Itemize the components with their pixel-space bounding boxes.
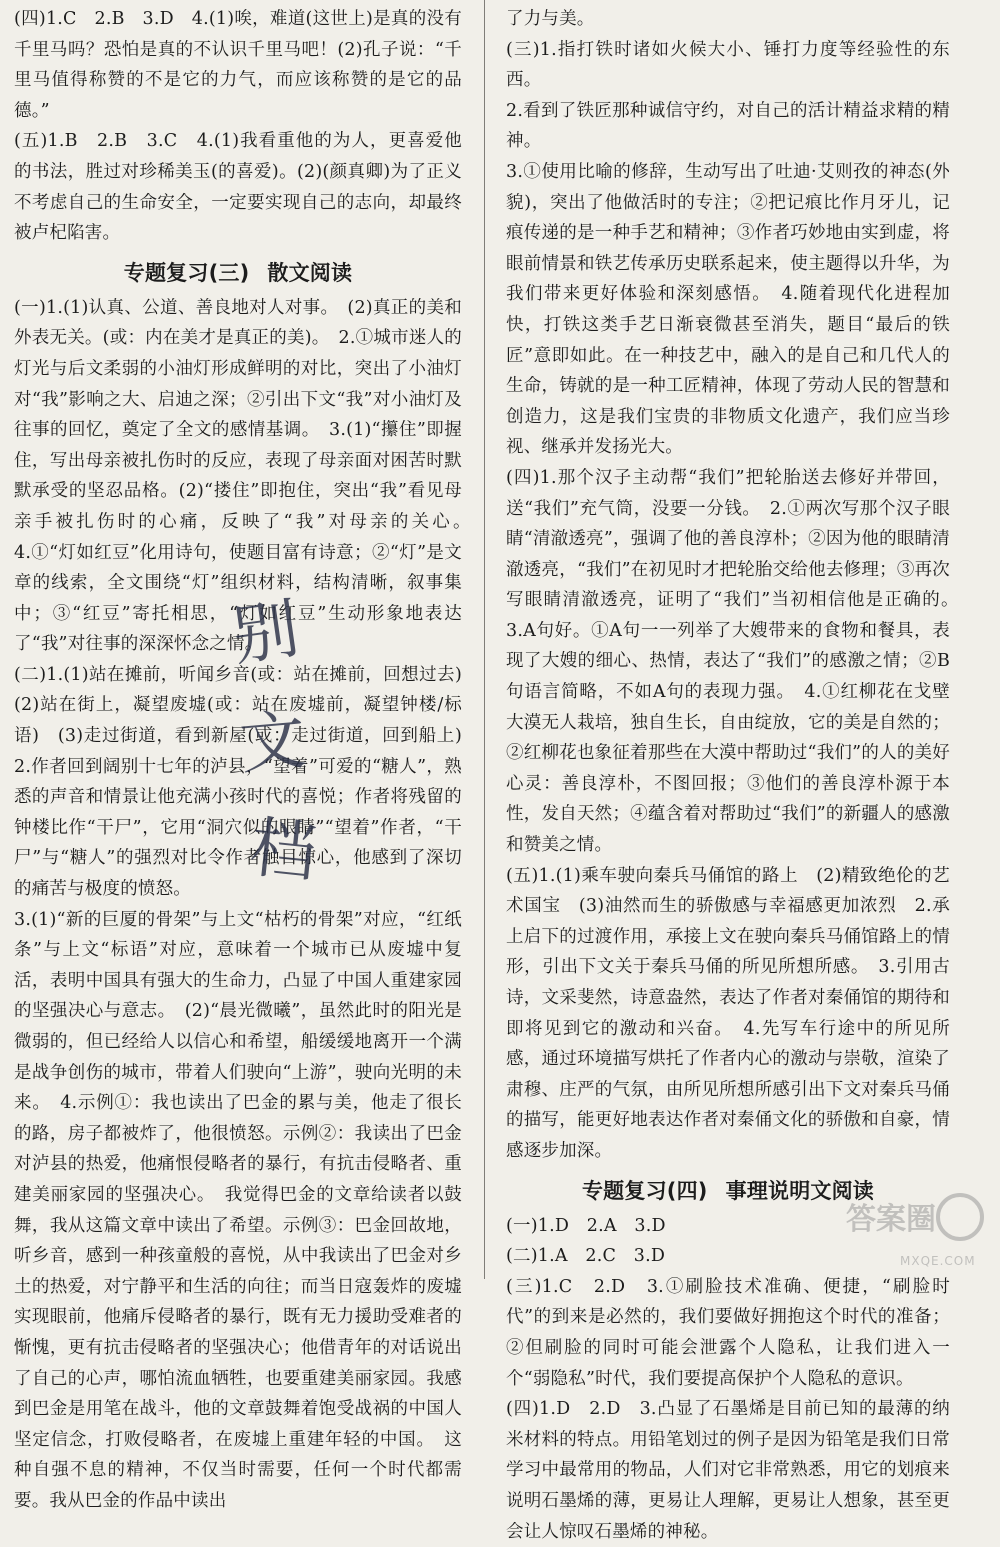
watermark-url: MXQE.COM	[900, 1254, 976, 1268]
answer-paragraph: (一)1.(1)认真、公道、善良地对人对事。 (2)真正的美和外表无关。(或：内在美才是真正的美)。 2.①城市迷人的灯光与后文柔弱的小油灯形成鲜明的对比，突出了小油灯对“我”影响之大、启迪之深；②引出下文“我”对小油灯及往事的回忆，奠定了全文的感情基调。 3.(1)“攥住”即握住，写出母亲被扎伤时的反应，表现了母亲面对困苦时默默承受的坚忍品格。(2)“搂住”即抱住，突出“我”看见母亲手被扎伤时的心痛，反映了“我”对母亲的关心。 4.①“灯如红豆”化用诗句，使题目富有诗意；②“灯”是文章的线索，全文围绕“灯”组织材料，结构清晰，叙事集中；③“红豆”寄托相思，“灯如红豆”生动形象地表达了“我”对往事的深深怀念之情。	[14, 297, 480, 655]
right-column	[506, 4, 968, 1547]
answer-paragraph: (四)1.D 2.D 3.凸显了石墨烯是目前已知的最薄的纳米材料的特点。用铅笔划过的例子是因为铅笔是我们日常学习中最常用的物品，人们对它非常熟悉，用它的划痕来说明石墨烯的薄，更易让人理解，更易让人想象，甚至更会让人惊叹石墨烯的神秘。	[506, 1399, 950, 1542]
answer-paragraph: 3.(1)“新的巨厦的骨架”与上文“枯朽的骨架”对应，“红纸条”与上文“标语”对应，意味着一个城市已从废墟中复活，表明中国具有强大的生命力，凸显了中国人重建家园的坚强决心与意志。 (2)“晨光微曦”，虽然此时的阳光是微弱的，但已经给人以信心和希望，船缓缓地离开一个满是战争创伤的城市，带着人们驶向“上游”，驶向光明的未来。 4.示例①：我也读出了巴金的累与美，他走了很长的路，房子都被炸了，他很愤怒。示例②：我读出了巴金对泸县的热爱，他痛恨侵略者的暴行，有抗击侵略者、重建美丽家园的坚强决心。 我觉得巴金的文章给读者以鼓舞，我从这篇文章中读出了希望。示例③：巴金回故地，听乡音，感到一种孩童般的喜悦，从中我读出了巴金对乡土的热爱，对宁静平和生活的向往；而当日寇轰炸的废墟实现眼前，他痛斥侵略者的暴行，既有无力援助受难者的惭愧，更有抗击侵略者的坚强决心；他借青年的对话说出了自己的心声，哪怕流血牺牲，也要重建美丽家园。我感到巴金是用笔在战斗，他的文章鼓舞着饱受战祸的中国人坚定信念，打败侵略者，在废墟上重建年轻的中国。 这种自强不息的精神，不仅当时需要，任何一个时代都需要。我从巴金的作品中读出	[14, 909, 462, 1511]
answer-paragraph: (一)1.D 2.A 3.D	[506, 1215, 666, 1236]
handwritten-character: 文	[236, 701, 309, 784]
handwritten-character: 别	[227, 589, 304, 676]
answer-paragraph: 了力与美。	[506, 9, 595, 29]
section-heading-topic: 事理说明文阅读	[725, 1178, 874, 1203]
section-heading-topic: 散文阅读	[267, 260, 353, 285]
answer-paragraph: 3.①使用比喻的修辞，生动写出了吐迪·艾则孜的神态(外貌)，突出了他做活时的专注；②把记痕比作月牙儿，记痕传递的是一种手艺和精神；③作者巧妙地由实到虚，将眼前情景和铁艺传承历史联系起来，使主题得以升华，为我们带来更好体验和深刻感悟。 4.随着现代化进程加快，打铁这类手艺日渐衰微甚至消失，题目“最后的铁匠”意即如此。在一种技艺中，融入的是自己和几代人的生命，铸就的是一种工匠精神，体现了劳动人民的智慧和创造力，这是我们宝贵的非物质文化遗产，我们应当珍视、继承并发扬光大。	[506, 161, 950, 458]
answer-paragraph: (五)1.(1)乘车驶向秦兵马俑馆的路上 (2)精致绝伦的艺术国宝 (3)油然而生的骄傲感与幸福感更加浓烈 2.承上启下的过渡作用，承接上文在驶向秦兵马俑馆路上的情形，引出下文关于秦兵马俑的所见所想所感。 3.引用古诗，文采斐然，诗意盎然，表达了作者对秦俑馆的期待和即将见到它的激动和兴奋。 4.先写车行途中的所见所感，通过环境描写烘托了作者内心的激动与崇敬，渲染了肃穆、庄严的气氛，由所见所想所感引出下文对秦兵马俑的描写，能更好地表达作者对秦俑文化的骄傲和自豪，情感逐步加深。	[506, 865, 950, 1161]
answer-paragraph: (四)1.那个汉子主动帮“我们”把轮胎送去修好并带回，送“我们”充气筒，没要一分钱。 2.①两次写那个汉子眼睛“清澈透亮”，强调了他的善良淳朴；②因为他的眼睛清澈透亮，“我们”在初见时才把轮胎交给他去修理；③再次写眼睛清澈透亮，证明了“我们”当初相信他是正确的。 3.A句好。①A句一一列举了大嫂带来的食物和餐具，表现了大嫂的细心、热情，表达了“我们”的感激之情；②B句语言简略，不如A句的表现力强。 4.①红柳花在戈壁大漠无人栽培，独自生长，自由绽放，它的美是自然的；②红柳花也象征着那些在大漠中帮助过“我们”的人的美好心灵：善良淳朴，不图回报；③他们的善良淳朴源于本性，发自天然；④蕴含着对帮助过“我们”的新疆人的感激和赞美之情。	[506, 467, 968, 856]
handwritten-character: 档	[246, 808, 321, 893]
answer-paragraph: (五)1.B 2.B 3.C 4.(1)我看重他的为人，更喜爱他的书法，胜过对珍稀美玉(的喜爱)。(2)(颜真卿)为了正义不考虑自己的生命安全，一定要实现自己的志向，却最终被卢杞陷害。	[14, 131, 462, 244]
answer-paragraph: (二)1.A 2.C 3.D	[506, 1246, 666, 1267]
answer-paragraph: (二)1.(1)站在摊前，听闻乡音(或：站在摊前，回想过去) (2)站在街上，凝望废墟(或：站在废墟前，凝望钟楼/标语) (3)走过街道，看到新屋(或：走过街道，回到船上) 2.作者回到阔别十七年的泸县，“望着”可爱的“糖人”，熟悉的声音和情景让他充满小孩时代的喜悦；作者将残留的钟楼比作“干尸”，它用“洞穴似的眼睛”“望着”作者，“干尸”与“糖人”的强烈对比令作者触目惊心，他感到了深切的痛苦与极度的愤怒。	[14, 664, 480, 900]
section-heading	[506, 1173, 950, 1209]
answer-paragraph: 2.看到了铁匠那种诚信守约，对自己的活计精益求精的精神。	[506, 100, 950, 152]
answer-paragraph: (三)1.指打铁时诸如火候大小、锤打力度等经验性的东西。	[506, 39, 950, 91]
left-column	[14, 4, 480, 1517]
section-heading-number: 专题复习(三)	[123, 260, 250, 285]
answer-paragraph: (四)1.C 2.B 3.D 4.(1)唉，难道(这世上)是真的没有千里马吗？恐怕是真的不认识千里马吧！(2)孔子说：“千里马值得称赞的不是它的力气，而应该称赞的是它的品德。”	[14, 9, 462, 121]
column-divider	[484, 0, 485, 1279]
section-heading	[14, 255, 462, 291]
section-heading-number: 专题复习(四)	[581, 1178, 708, 1203]
watermark-logo-text: 答案圈	[846, 1202, 936, 1237]
answer-paragraph: (三)1.C 2.D 3.①刷脸技术准确、便捷，“刷脸时代”的到来是必然的，我们要做好拥抱这个时代的准备；②但刷脸的同时可能会泄露个人隐私，让我们进入一个“弱隐私”时代，我们要提高保护个人隐私的意识。	[506, 1276, 950, 1389]
